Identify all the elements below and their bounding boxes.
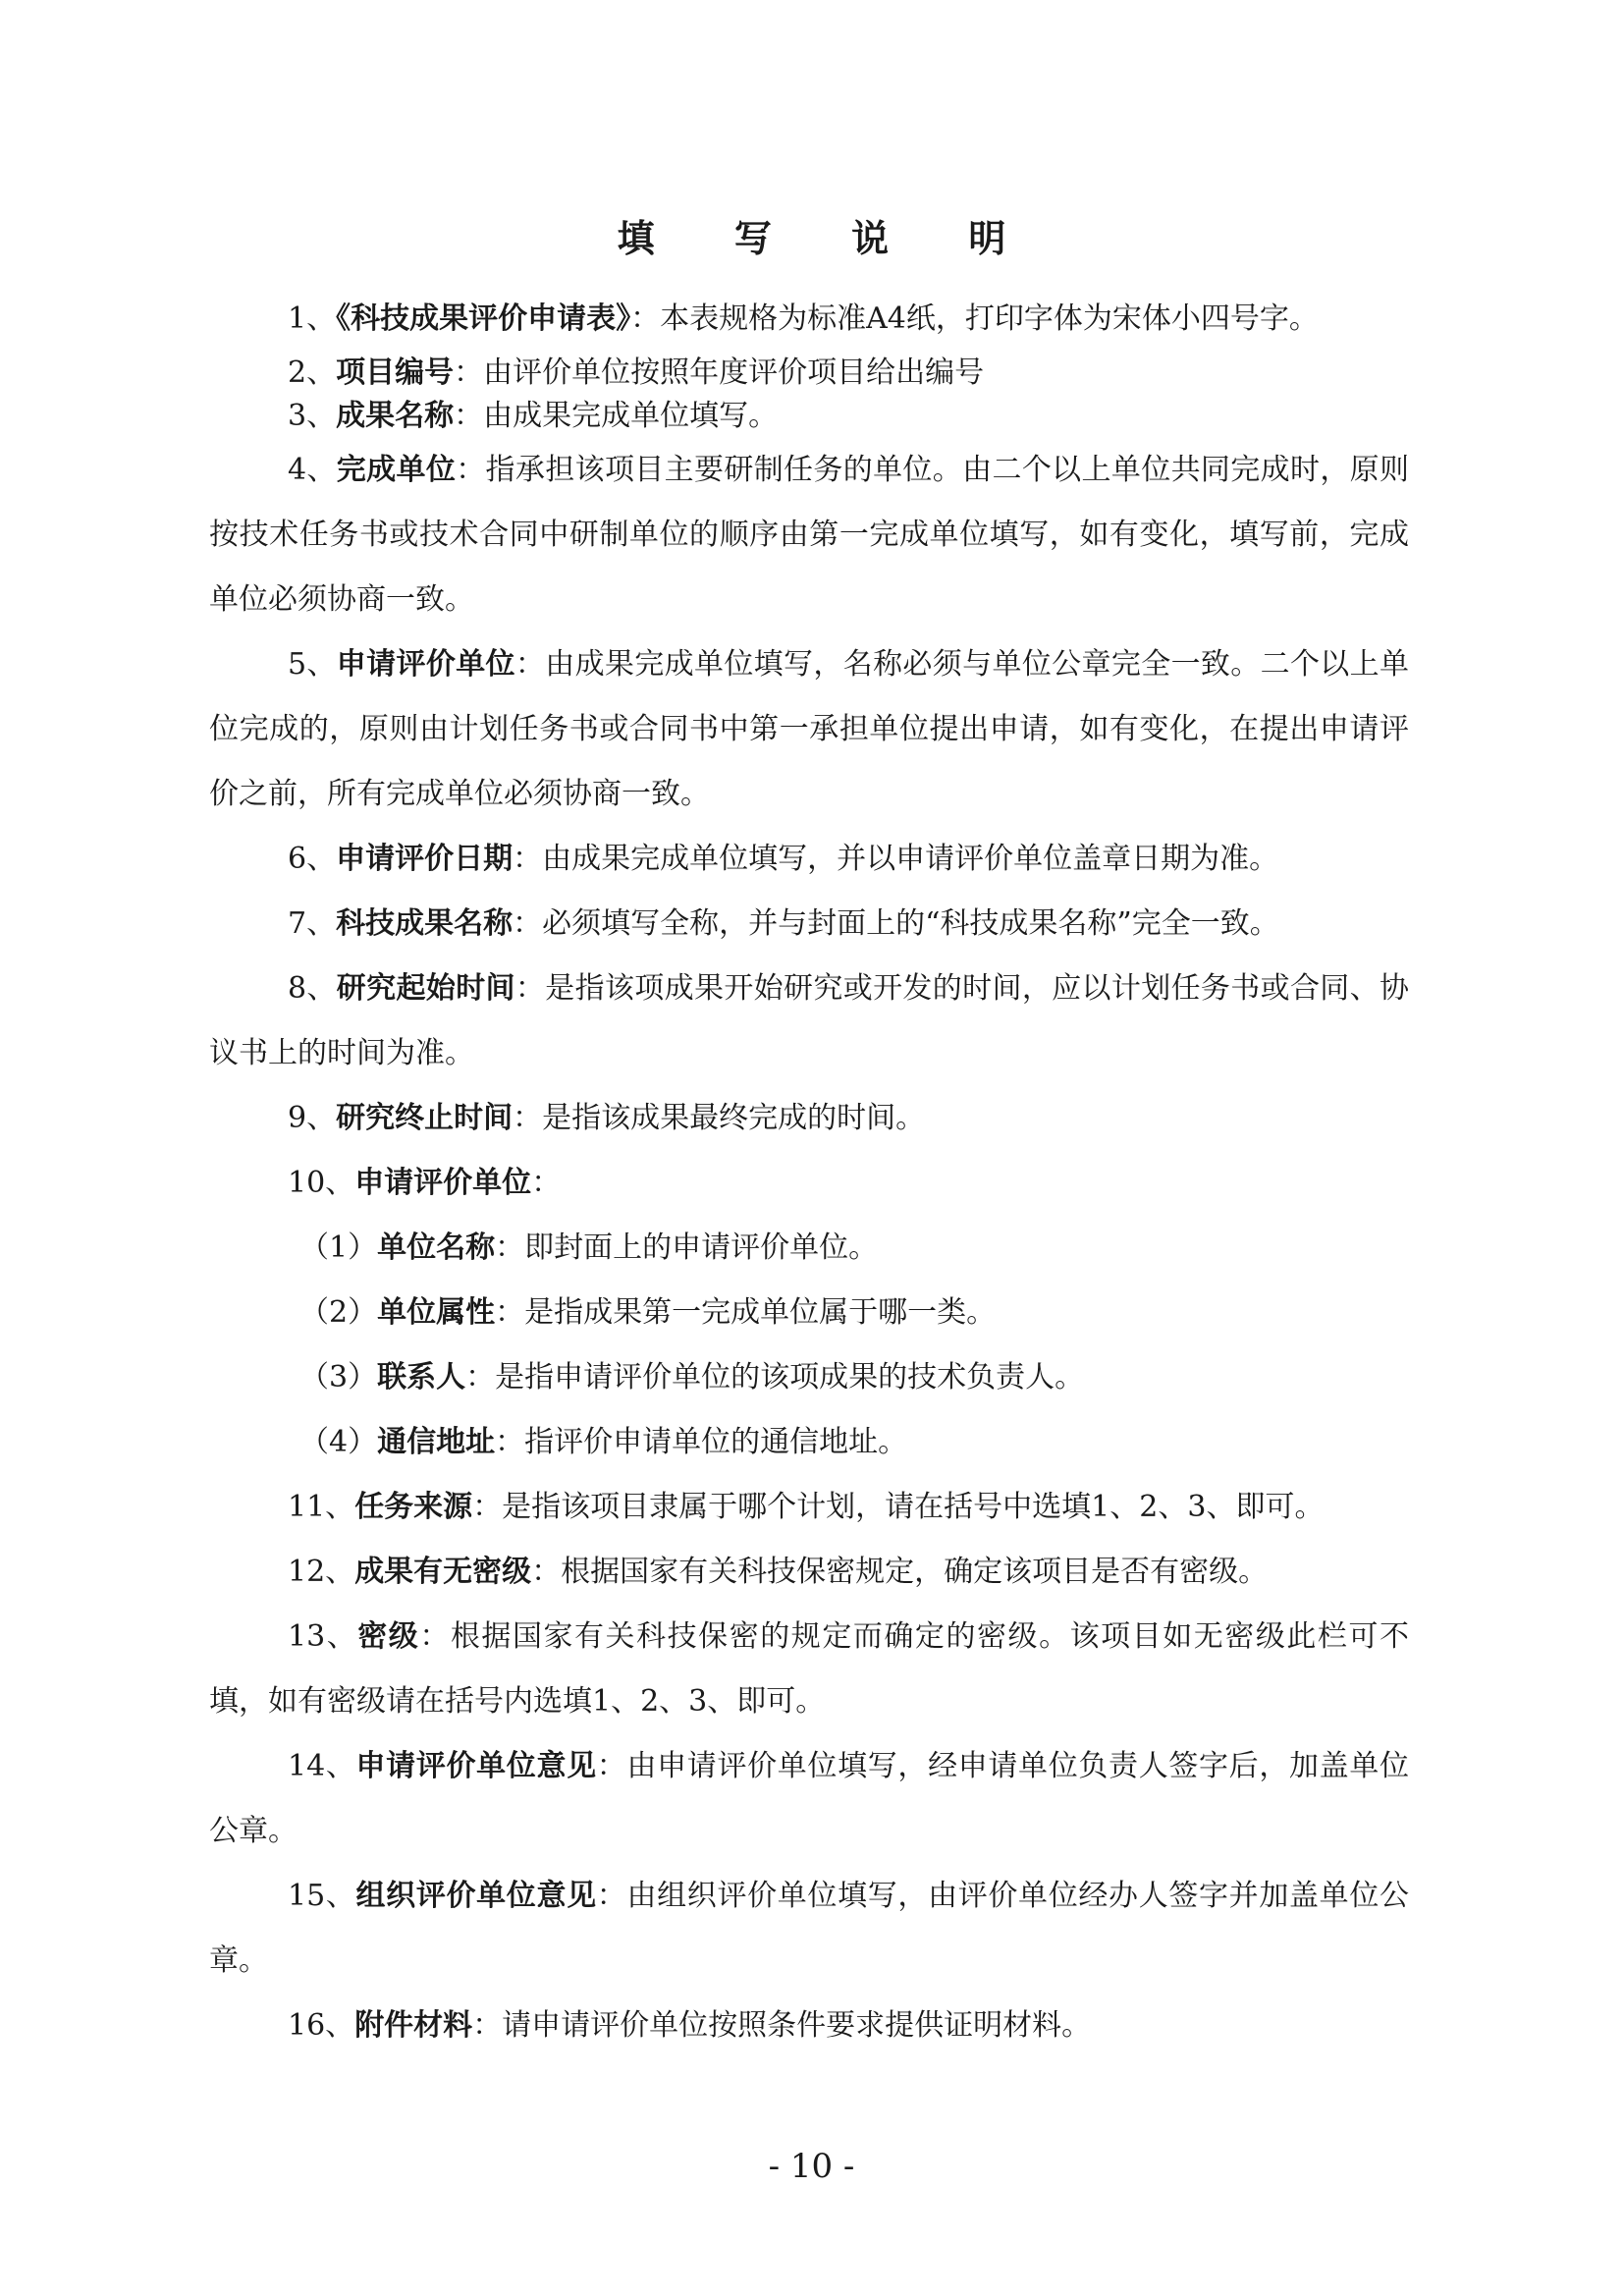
instruction-item: 6、申请评价日期：由成果完成单位填写，并以申请评价单位盖章日期为准。 bbox=[288, 842, 1279, 876]
instructions-body bbox=[209, 287, 1409, 2058]
instruction-subitem: （2）单位属性：是指成果第一完成单位属于哪一类。 bbox=[299, 1295, 997, 1330]
instruction-item: 12、成果有无密级：根据国家有关科技保密规定，确定该项目是否有密级。 bbox=[288, 1555, 1269, 1589]
page-title: 填 写 说 明 bbox=[617, 216, 1040, 260]
instruction-item: 5、申请评价单位：由成果完成单位填写，名称必须与单位公章完全一致。二个以上单位完成的，原则由计划任务书或合同书中第一承担单位提出申请，如有变化，在提出申请评价之前，所有完成单位必须协商一致。 bbox=[209, 647, 1410, 811]
instruction-item: 1、《科技成果评价申请表》：本表规格为标准A4纸，打印字体为宋体小四号字。 bbox=[288, 301, 1319, 336]
instruction-item: 10、申请评价单位： bbox=[288, 1166, 562, 1200]
instruction-item: 7、科技成果名称：必须填写全称，并与封面上的“科技成果名称”完全一致。 bbox=[288, 906, 1279, 941]
instruction-item: 4、完成单位：指承担该项目主要研制任务的单位。由二个以上单位共同完成时，原则按技术任务书或技术合同中研制单位的顺序由第一完成单位填写，如有变化，填写前，完成单位必须协商一致。 bbox=[209, 453, 1410, 617]
page-number: - 10 - bbox=[768, 2147, 855, 2186]
instruction-item: 13、密级：根据国家有关科技保密的规定而确定的密级。该项目如无密级此栏可不填，如有密级请在括号内选填1、2、3、即可。 bbox=[209, 1619, 1409, 1719]
instruction-subitem: （3）联系人：是指申请评价单位的该项成果的技术负责人。 bbox=[299, 1360, 1085, 1394]
instruction-subitem: （1）单位名称：即封面上的申请评价单位。 bbox=[299, 1230, 879, 1265]
instruction-item: 11、任务来源：是指该项目隶属于哪个计划，请在括号中选填1、2、3、即可。 bbox=[288, 1490, 1325, 1524]
instruction-item: 8、研究起始时间：是指该项成果开始研究或开发的时间，应以计划任务书或合同、协议书上的时间为准。 bbox=[209, 971, 1410, 1070]
instruction-subitem: （4）通信地址：指评价申请单位的通信地址。 bbox=[299, 1425, 908, 1459]
instruction-item: 15、组织评价单位意见：由组织评价单位填写，由评价单位经办人签字并加盖单位公章。 bbox=[209, 1879, 1409, 1978]
instruction-item: 2、项目编号：由评价单位按照年度评价项目给出编号 bbox=[288, 355, 985, 390]
instruction-item: 16、附件材料：请申请评价单位按照条件要求提供证明材料。 bbox=[288, 2008, 1092, 2043]
instruction-item: 3、成果名称：由成果完成单位填写。 bbox=[288, 399, 779, 433]
instruction-item: 14、申请评价单位意见：由申请评价单位填写，经申请单位负责人签字后，加盖单位公章。 bbox=[209, 1749, 1409, 1848]
instruction-item: 9、研究终止时间：是指该成果最终完成的时间。 bbox=[288, 1101, 926, 1135]
